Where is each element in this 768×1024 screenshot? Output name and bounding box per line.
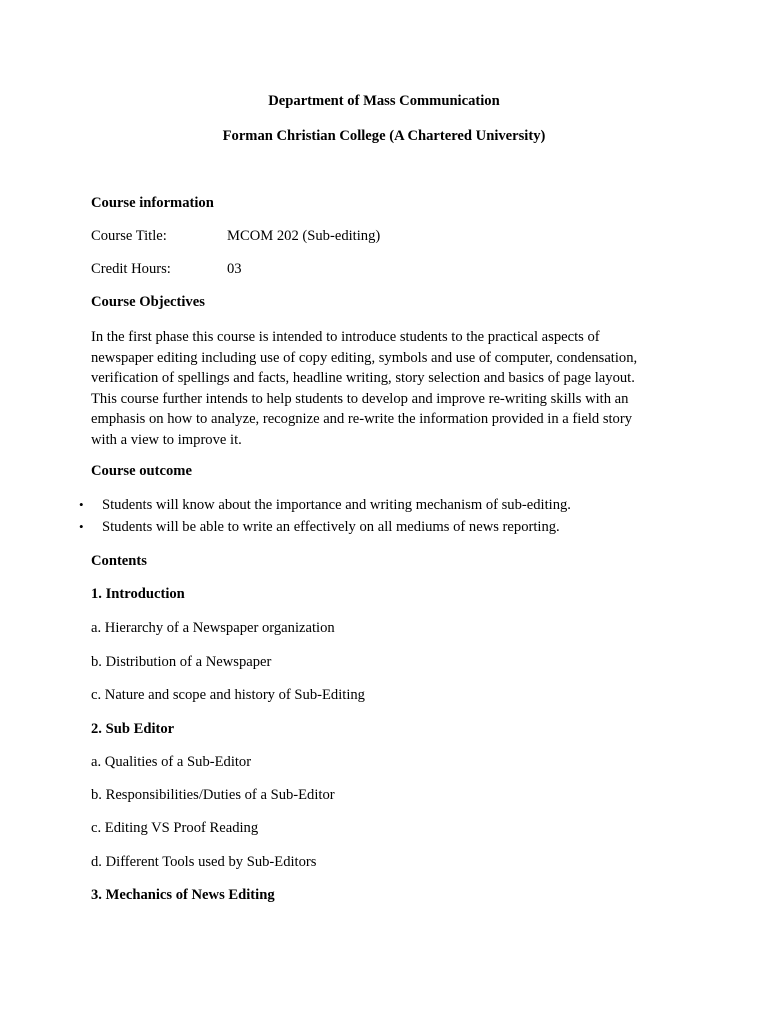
department-heading: Department of Mass Communication [268,93,500,109]
course-title-value: MCOM 202 (Sub-editing) [227,228,381,244]
outcome-item-text: Students will be able to write an effectively on all mediums of news reporting. [102,519,560,535]
objectives-line: This course further intends to help students to develop and improve re-writing skills with an [91,390,629,407]
course-objectives-heading: Course Objectives [91,294,205,310]
section-2-item: d. Different Tools used by Sub-Editors [91,854,317,870]
objectives-line: with a view to improve it. [91,431,242,448]
section-2-item: c. Editing VS Proof Reading [91,820,259,836]
objectives-line: verification of spellings and facts, headline writing, story selection and basics of page layout. [91,370,635,387]
course-outcome-heading: Course outcome [91,463,192,479]
course-title-label: Course Title: [91,228,167,244]
credit-hours-value: 03 [227,261,242,277]
bullet-icon: • [79,497,84,512]
section-2-item: a. Qualities of a Sub-Editor [91,754,252,770]
section-1-item: c. Nature and scope and history of Sub-Editing [91,687,365,703]
objectives-line: emphasis on how to analyze, recognize and re-write the information provided in a field story [91,411,633,428]
contents-heading: Contents [91,553,147,569]
course-information-heading: Course information [91,195,214,211]
section-2-item: b. Responsibilities/Duties of a Sub-Editor [91,787,335,803]
section-1-item: b. Distribution of a Newspaper [91,654,272,670]
section-1-title: 1. Introduction [91,586,185,602]
course-objectives-paragraph [91,327,671,451]
objectives-line: In the first phase this course is intended to introduce students to the practical aspects of [91,329,600,345]
objectives-line: newspaper editing including use of copy editing, symbols and use of computer, condensation, [91,349,638,366]
bullet-icon: • [79,519,84,534]
outcome-item-text: Students will know about the importance and writing mechanism of sub-editing. [102,497,571,513]
credit-hours-label: Credit Hours: [91,261,171,277]
section-1-item: a. Hierarchy of a Newspaper organization [91,620,335,636]
section-3-title: 3. Mechanics of News Editing [91,887,275,903]
college-heading: Forman Christian College (A Chartered University) [222,128,546,144]
section-2-title: 2. Sub Editor [91,721,175,737]
